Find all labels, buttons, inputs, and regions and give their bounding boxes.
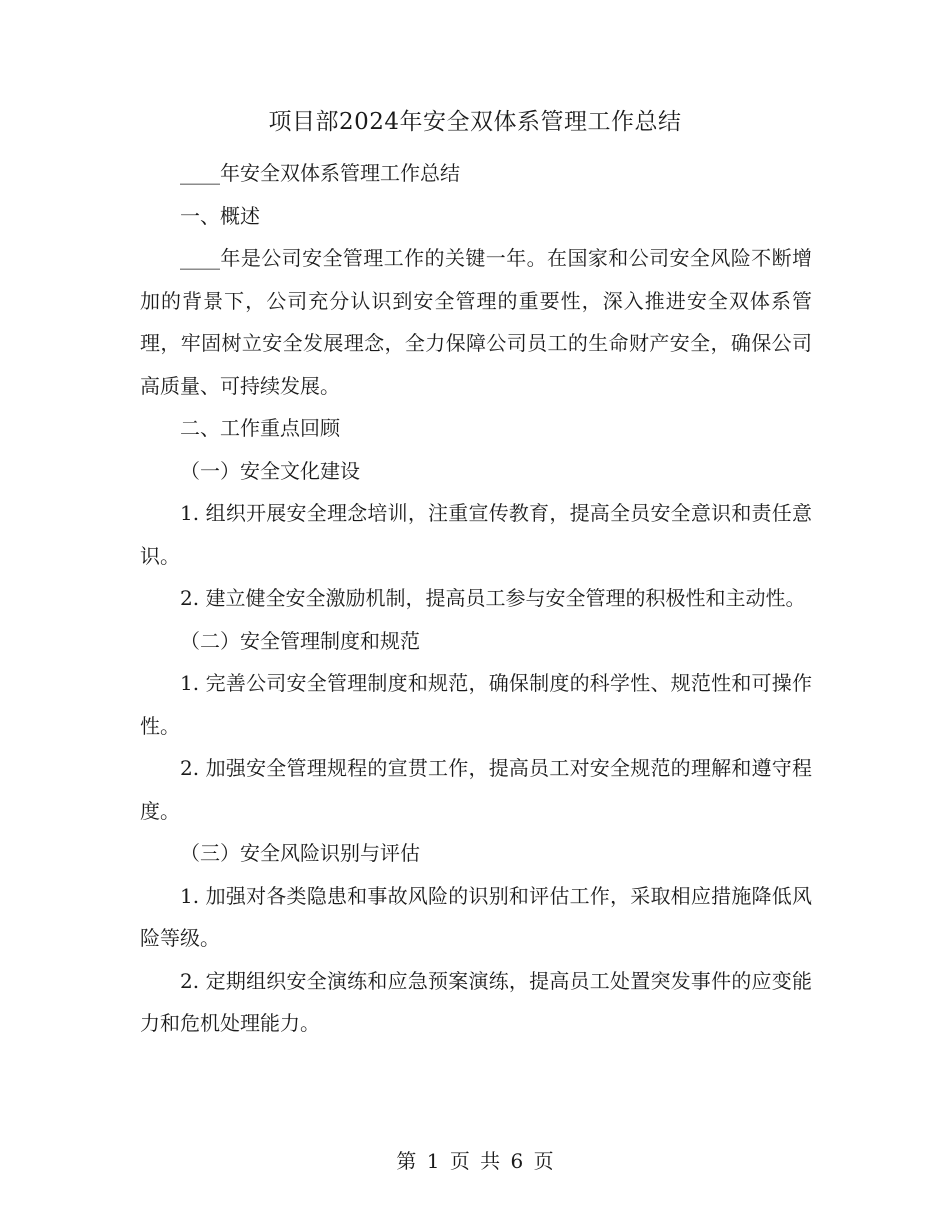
paragraph-overview: ____年是公司安全管理工作的关键一年。在国家和公司安全风险不断增加的背景下，公司充分认识到安全管理的重要性，深入推进安全双体系管理，牢固树立安全发展理念，全力保障公司员工的生命财产安全，确保公司高质量、可持续发展。	[140, 246, 812, 398]
document-body	[140, 152, 812, 1045]
list-item: 2. 定期组织安全演练和应急预案演练，提高员工处置突发事件的应变能力和危机处理能力。	[140, 968, 812, 1035]
subsection-heading-culture: （一）安全文化建设	[180, 458, 360, 483]
list-item: 2. 建立健全安全激励机制，提高员工参与安全管理的积极性和主动性。	[180, 586, 806, 610]
document-title: 项目部2024年安全双体系管理工作总结	[268, 109, 682, 135]
section-heading-review: 二、工作重点回顾	[180, 416, 340, 440]
list-item: 1. 完善公司安全管理制度和规范，确保制度的科学性、规范性和可操作性。	[140, 671, 812, 738]
list-item: 1. 组织开展安全理念培训，注重宣传教育，提高全员安全意识和责任意识。	[140, 501, 812, 568]
page-number-footer: 第 1 页 共 6 页	[396, 1149, 554, 1173]
subsection-heading-rules: （二）安全管理制度和规范	[180, 628, 420, 653]
section-heading-overview: 一、概述	[180, 203, 260, 228]
subsection-heading-risk: （三）安全风险识别与评估	[180, 841, 420, 865]
list-item: 2. 加强安全管理规程的宣贯工作，提高员工对安全规范的理解和遵守程度。	[140, 756, 812, 823]
paragraph-subtitle: ____年安全双体系管理工作总结	[180, 161, 460, 185]
list-item: 1. 加强对各类隐患和事故风险的识别和评估工作，采取相应措施降低风险等级。	[140, 883, 812, 950]
